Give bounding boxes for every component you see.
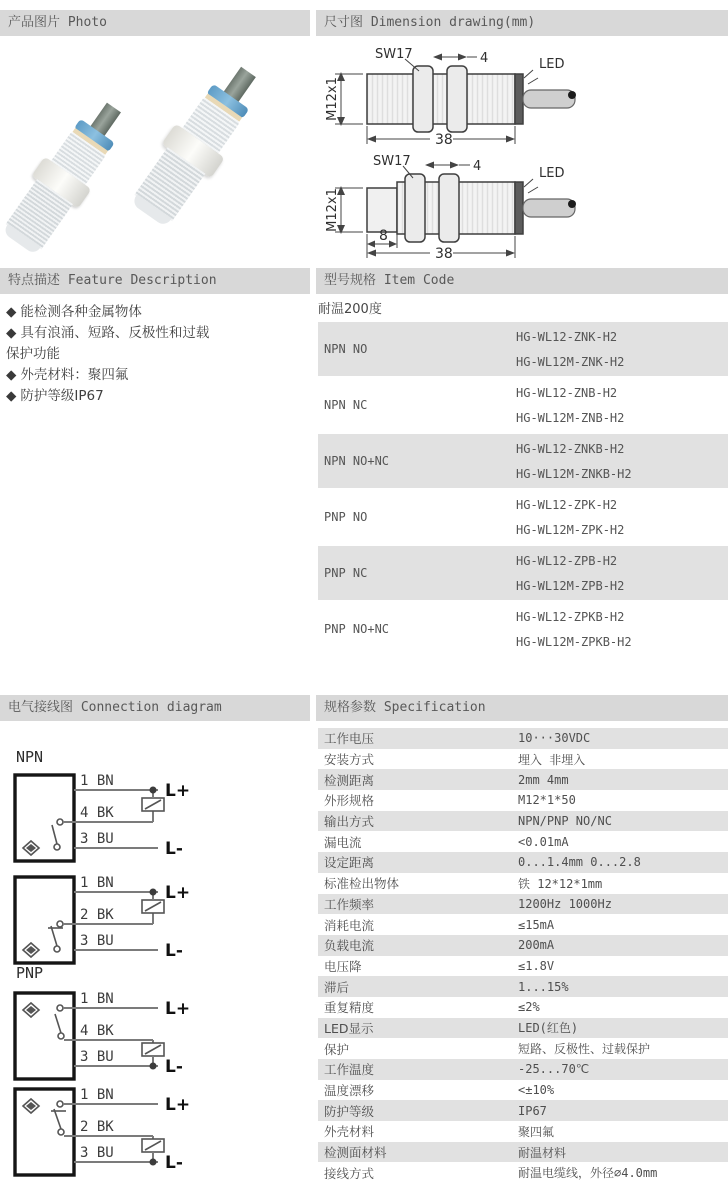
rail-minus-label: L- <box>165 941 183 961</box>
output-type: PNP NO+NC <box>324 622 390 636</box>
rail-minus-label: L- <box>165 1057 183 1077</box>
rail-plus-label: L+ <box>165 1095 191 1115</box>
sw17-label: SW17 <box>373 154 411 169</box>
spec-row <box>318 790 728 811</box>
item-code: HG-WL12-ZNB-H2 <box>516 385 618 400</box>
wire-label-bu: 3 BU <box>80 831 114 847</box>
spec-value: NPN/PNP NO/NC <box>518 814 612 829</box>
diamond-bullet-icon: ◆ <box>6 304 17 320</box>
sensor-outline <box>367 174 576 242</box>
tip-length-value: 8 <box>379 228 388 244</box>
rail-minus-label: L- <box>165 839 183 859</box>
wiring-diagram-npn-no <box>8 770 238 866</box>
spec-value: 1200Hz 1000Hz <box>518 896 612 911</box>
spec-label: 温度漂移 <box>324 1083 375 1099</box>
length-value: 38 <box>435 132 453 148</box>
item-code: HG-WL12-ZPB-H2 <box>516 553 618 568</box>
wire-label-bn: 1 BN <box>80 773 114 789</box>
spec-value: 铁 12*12*1mm <box>518 876 603 891</box>
item-code: HG-WL12M-ZPKB-H2 <box>516 634 632 649</box>
wire-label-bk: 2 BK <box>80 907 114 923</box>
wire-label-bu: 3 BU <box>80 1145 114 1161</box>
item-code-section-header <box>316 268 728 294</box>
product-photo <box>10 46 305 254</box>
spec-value: -25...70℃ <box>518 1062 590 1077</box>
spec-label: 工作频率 <box>324 896 375 912</box>
output-type: NPN NO+NC <box>324 454 390 468</box>
spec-value: 0...1.4mm 0...2.8 <box>518 855 641 870</box>
spec-value: 200mA <box>518 938 555 953</box>
load-symbol <box>142 889 164 925</box>
spec-row <box>318 894 728 915</box>
wiring-diagram-pnp-nc <box>8 1084 238 1180</box>
dimension-drawing-flush <box>325 44 595 152</box>
spec-row <box>318 1080 728 1101</box>
wire-label-bu: 3 BU <box>80 933 114 949</box>
output-type: PNP NC <box>324 566 368 580</box>
spec-value: 耐温电缆线，外径∅4.0mm <box>518 1166 658 1181</box>
spec-row <box>318 1100 728 1121</box>
sensor-photo-right <box>123 55 273 234</box>
spec-label: 滞后 <box>324 979 350 995</box>
feature-text: 能检测各种金属物体 <box>20 304 142 320</box>
specification-section-title: 规格参数 Specification <box>324 700 486 715</box>
item-code-section-title: 型号规格 Item Code <box>324 273 455 288</box>
spec-row <box>318 728 728 749</box>
item-code: HG-WL12M-ZNB-H2 <box>516 410 625 425</box>
dimension-section-header <box>316 10 728 36</box>
diamond-bullet-icon: ◆ <box>6 325 17 341</box>
wiring-diagram-npn-nc <box>8 872 238 968</box>
item-code: HG-WL12M-ZNK-H2 <box>516 354 625 369</box>
sw17-label: SW17 <box>375 47 413 62</box>
npn-label: NPN <box>16 748 44 766</box>
item-code: HG-WL12M-ZNKB-H2 <box>516 466 632 481</box>
spec-label: 消耗电流 <box>324 917 375 933</box>
spec-value: <0.01mA <box>518 834 569 849</box>
spec-row <box>318 749 728 770</box>
wire-label-bu: 3 BU <box>80 1049 114 1065</box>
led-rays <box>524 179 538 193</box>
spec-value: 聚四氟 <box>518 1124 555 1139</box>
wire-label-bk: 4 BK <box>80 1023 114 1039</box>
wire-label-bk: 2 BK <box>80 1119 114 1135</box>
spec-row <box>318 935 728 956</box>
spec-label: 安装方式 <box>324 752 375 768</box>
spec-value: 埋入 非埋入 <box>518 752 586 767</box>
spec-label: 工作电压 <box>324 731 375 747</box>
spec-label: 接线方式 <box>324 1165 375 1181</box>
specification-section-header <box>316 695 728 721</box>
nut-width-dim <box>433 54 477 61</box>
spec-value: ≤2% <box>518 1000 540 1015</box>
spec-value: ≤15mA <box>518 917 555 932</box>
sensor-outline <box>367 66 576 132</box>
feature-list <box>6 302 220 407</box>
length-value: 38 <box>435 246 453 262</box>
spec-row <box>318 1059 728 1080</box>
spec-label: 检测面材料 <box>324 1145 387 1161</box>
sensor-photo-left <box>0 91 137 261</box>
led-rays <box>524 70 538 84</box>
photo-section-header <box>0 10 310 36</box>
spec-value: <±10% <box>518 1083 555 1098</box>
item-code-row <box>318 322 728 376</box>
spec-row <box>318 956 728 977</box>
spec-value: 10···30VDC <box>518 731 591 746</box>
item-code: HG-WL12-ZNKB-H2 <box>516 441 625 456</box>
spec-value: LED(红色) <box>518 1021 579 1036</box>
output-type: NPN NC <box>324 398 368 412</box>
spec-label: 重复精度 <box>324 1000 375 1016</box>
spec-label: 设定距离 <box>324 855 375 871</box>
item-code-table <box>318 322 728 658</box>
item-code-row <box>318 546 728 600</box>
led-label: LED <box>539 166 565 181</box>
spec-value: 2mm 4mm <box>518 772 569 787</box>
spec-label: 电压降 <box>324 958 362 974</box>
wire-label-bn: 1 BN <box>80 1087 114 1103</box>
rail-minus-label: L- <box>165 1153 183 1173</box>
temperature-note: 耐温200度 <box>318 302 382 317</box>
spec-row <box>318 1121 728 1142</box>
item-code: HG-WL12M-ZPK-H2 <box>516 522 625 537</box>
spec-label: 漏电流 <box>324 834 362 850</box>
item-code: HG-WL12-ZPKB-H2 <box>516 609 625 624</box>
spec-value: ≤1.8V <box>518 958 555 973</box>
item-code-row <box>318 602 728 656</box>
spec-row <box>318 997 728 1018</box>
spec-row <box>318 1018 728 1039</box>
item-code-row <box>318 490 728 544</box>
spec-label: 外形规格 <box>324 793 375 809</box>
item-code: HG-WL12-ZPK-H2 <box>516 497 618 512</box>
spec-row <box>318 976 728 997</box>
rail-plus-label: L+ <box>165 781 191 801</box>
spec-value: 1...15% <box>518 979 569 994</box>
thread-size-label: M12x1 <box>325 188 340 232</box>
spec-row <box>318 1142 728 1163</box>
spec-row <box>318 873 728 894</box>
feature-item <box>6 323 220 365</box>
item-code: HG-WL12M-ZPB-H2 <box>516 578 625 593</box>
connection-section-title: 电气接线图 Connection diagram <box>8 700 222 715</box>
spec-label: 负载电流 <box>324 938 375 954</box>
feature-item <box>6 302 220 323</box>
rail-plus-label: L+ <box>165 999 191 1019</box>
spec-row <box>318 811 728 832</box>
diamond-bullet-icon: ◆ <box>6 367 17 383</box>
spec-row <box>318 1038 728 1059</box>
connection-section-header <box>0 695 310 721</box>
spec-value: 短路、反极性、过载保护 <box>518 1042 651 1057</box>
nut-width-dim <box>425 162 470 169</box>
spec-row <box>318 1162 728 1183</box>
item-code: HG-WL12-ZNK-H2 <box>516 329 618 344</box>
spec-label: 标准检出物体 <box>324 876 400 892</box>
rail-plus-label: L+ <box>165 883 191 903</box>
spec-value: 耐温材料 <box>518 1145 567 1160</box>
spec-label: LED显示 <box>324 1020 374 1036</box>
nut-width-value: 4 <box>480 51 489 66</box>
led-label: LED <box>539 57 565 72</box>
wire-label-bn: 1 BN <box>80 991 114 1007</box>
diamond-bullet-icon: ◆ <box>6 388 17 404</box>
spec-row <box>318 914 728 935</box>
wiring-diagram-pnp-no <box>8 988 238 1084</box>
spec-value: IP67 <box>518 1103 547 1118</box>
spec-label: 工作温度 <box>324 1062 375 1078</box>
spec-row <box>318 769 728 790</box>
feature-section-header <box>0 268 310 294</box>
load-symbol <box>142 787 164 823</box>
spec-row <box>318 852 728 873</box>
spec-row <box>318 831 728 852</box>
pnp-label: PNP <box>16 964 44 982</box>
spec-label: 外壳材料 <box>324 1124 375 1140</box>
wire-label-bn: 1 BN <box>80 875 114 891</box>
thread-size-label: M12x1 <box>325 77 340 121</box>
feature-text: 具有浪涌、短路、反极性和过载保护功能 <box>6 325 210 362</box>
feature-text: 外壳材料：聚四氟 <box>20 367 129 383</box>
nut-width-value: 4 <box>473 159 482 174</box>
spec-value: M12*1*50 <box>518 793 576 808</box>
feature-section-title: 特点描述 Feature Description <box>8 273 217 288</box>
spec-label: 检测距离 <box>324 772 375 788</box>
item-code-row <box>318 378 728 432</box>
feature-item <box>6 365 220 386</box>
output-type: PNP NO <box>324 510 368 524</box>
spec-label: 保护 <box>324 1041 350 1057</box>
dimension-drawing-non-flush <box>325 152 595 266</box>
item-code-row <box>318 434 728 488</box>
specification-table <box>318 728 728 1183</box>
spec-label: 输出方式 <box>324 814 375 830</box>
photo-section-title: 产品图片 Photo <box>8 15 107 30</box>
wire-label-bk: 4 BK <box>80 805 114 821</box>
spec-label: 防护等级 <box>324 1103 375 1119</box>
dimension-section-title: 尺寸图 Dimension drawing(mm) <box>324 15 536 30</box>
output-type: NPN NO <box>324 342 368 356</box>
feature-item <box>6 386 220 407</box>
feature-text: 防护等级IP67 <box>20 388 104 404</box>
